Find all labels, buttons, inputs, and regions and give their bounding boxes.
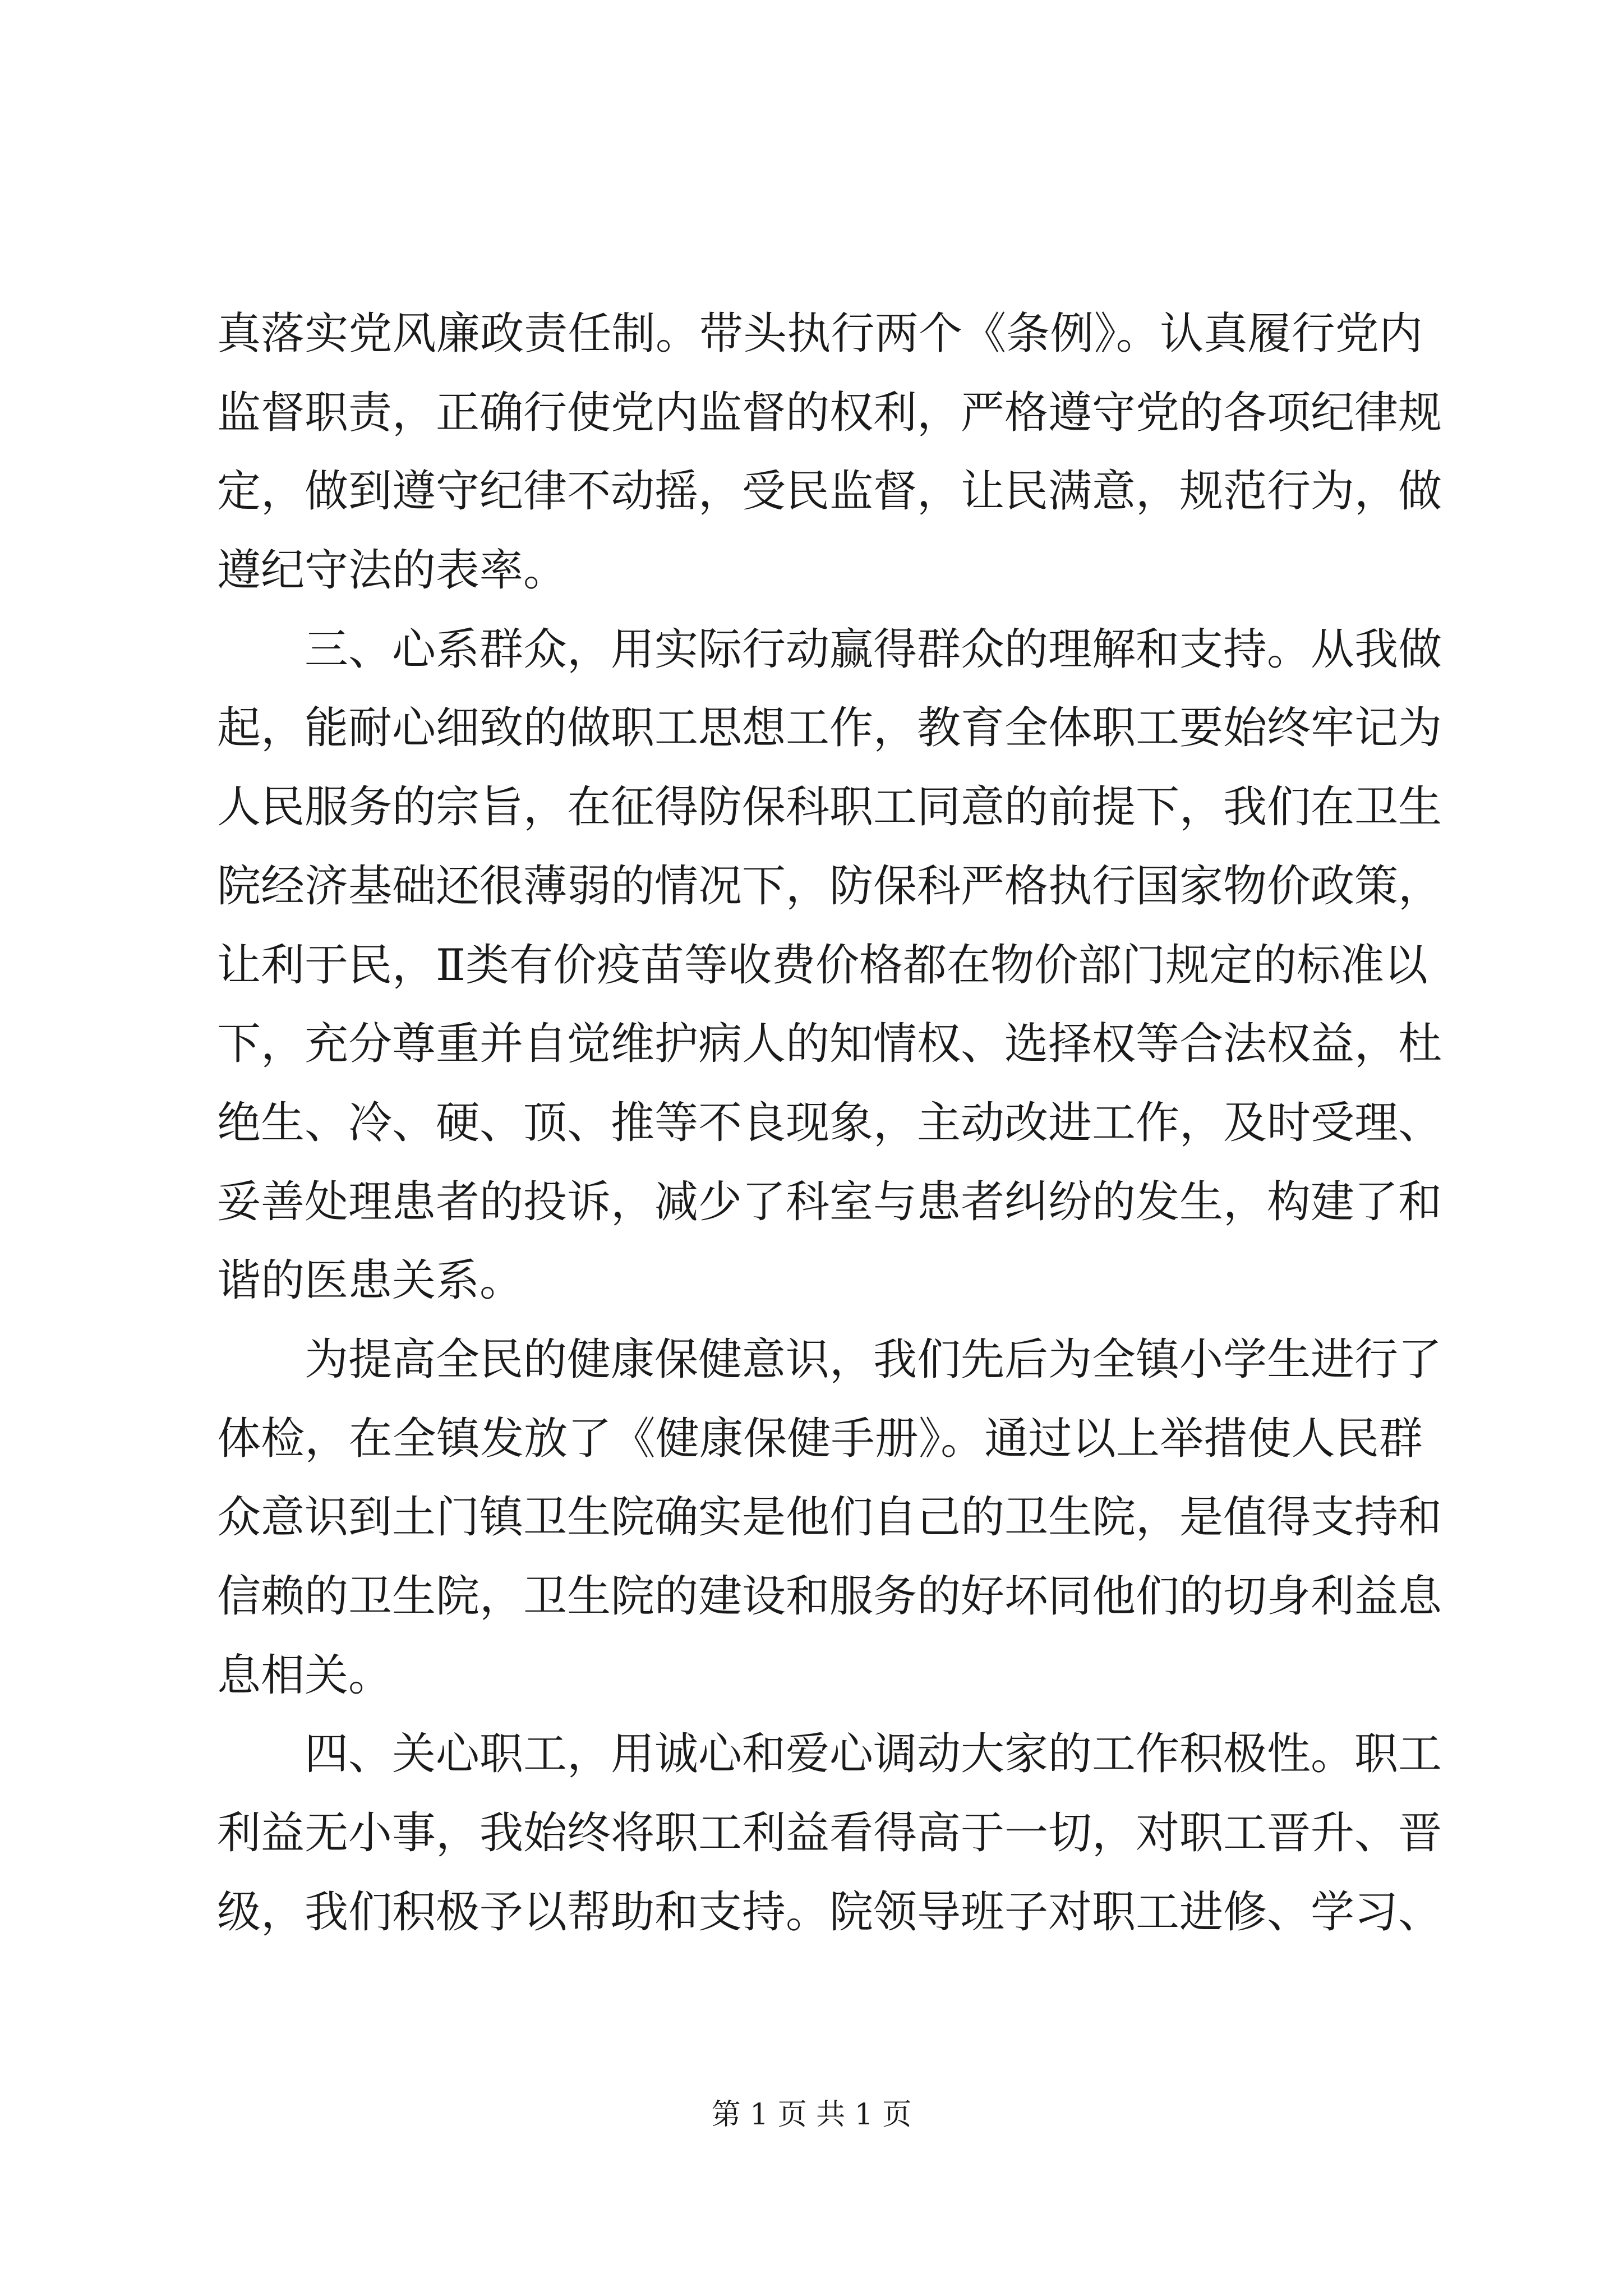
text-line: 级，我们积极予以帮助和支持。院领导班子对职工进修、学习、: [217, 1887, 1442, 1938]
text-line: 四、关心职工，用诚心和爱心调动大家的工作积极性。职工: [305, 1729, 1442, 1780]
text-line: 遵纪守法的表率。: [217, 545, 568, 596]
text-line: 为提高全民的健康保健意识，我们先后为全镇小学生进行了: [305, 1334, 1442, 1385]
text-line: 体检，在全镇发放了《健康保健手册》。通过以上举措使人民群: [217, 1413, 1423, 1464]
text-line: 人民服务的宗旨，在征得防保科职工同意的前提下，我们在卫生: [217, 782, 1442, 833]
text-line: 利益无小事，我始终将职工利益看得高于一切，对职工晋升、晋: [217, 1808, 1442, 1859]
text-line: 真落实党风廉政责任制。带头执行两个《条例》。认真履行党内: [217, 309, 1423, 359]
text-line: 监督职责，正确行使党内监督的权利，严格遵守党的各项纪律规: [217, 387, 1442, 438]
text-line: 起，能耐心细致的做职工思想工作，教育全体职工要始终牢记为: [217, 703, 1442, 754]
text-line: 众意识到土门镇卫生院确实是他们自己的卫生院，是值得支持和: [217, 1492, 1442, 1543]
text-line: 绝生、冷、硬、顶、推等不良现象，主动改进工作，及时受理、: [217, 1097, 1442, 1148]
text-line: 下，充分尊重并自觉维护病人的知情权、选择权等合法权益，杜: [217, 1019, 1442, 1070]
text-line: 定，做到遵守纪律不动摇，受民监督，让民满意，规范行为，做: [217, 466, 1442, 517]
text-line: 息相关。: [217, 1650, 393, 1701]
text-line: 院经济基础还很薄弱的情况下，防保科严格执行国家物价政策，: [217, 861, 1442, 912]
text-line: 信赖的卫生院，卫生院的建设和服务的好坏同他们的切身利益息: [217, 1571, 1442, 1622]
text-line: 妥善处理患者的投诉，减少了科室与患者纠纷的发生，构建了和: [217, 1176, 1442, 1227]
document-body: [217, 295, 1442, 1952]
page-footer: 第 1 页 共 1 页: [711, 2098, 912, 2132]
text-line: 让利于民，Ⅱ类有价疫苗等收费价格都在物价部门规定的标准以: [217, 940, 1428, 991]
text-line: 谐的医患关系。: [217, 1255, 524, 1306]
text-line: 三、心系群众，用实际行动赢得群众的理解和支持。从我做: [305, 624, 1442, 675]
